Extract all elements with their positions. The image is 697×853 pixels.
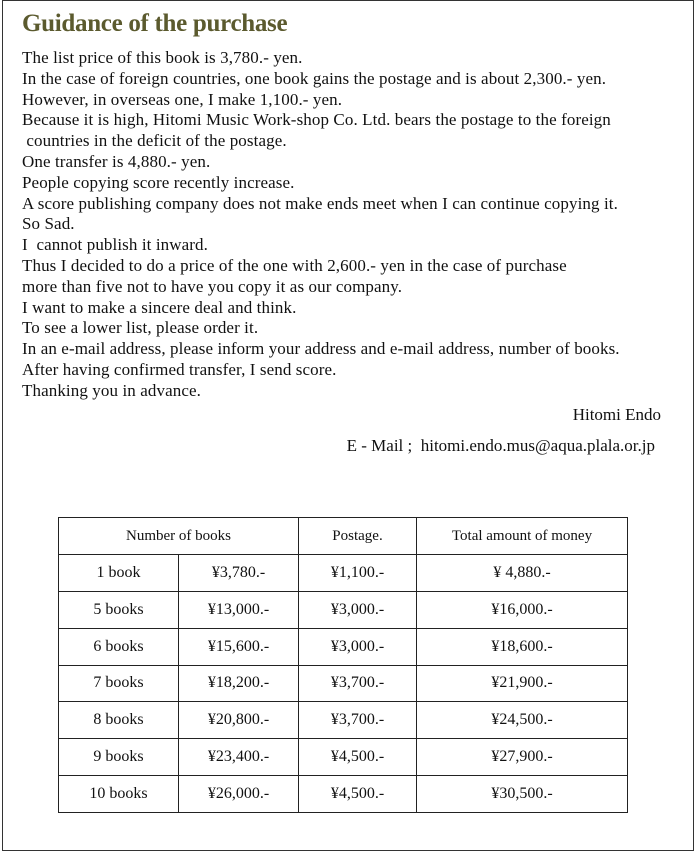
cell-price: ¥26,000.-: [179, 776, 299, 813]
cell-price: ¥18,200.-: [179, 665, 299, 702]
body-line: However, in overseas one, I make 1,100.- yen.: [22, 89, 343, 109]
body-line: I cannot publish it inward.: [22, 235, 208, 255]
body-line: So Sad.: [22, 214, 75, 234]
body-line: more than five not to have you copy it as our company.: [22, 276, 403, 296]
cell-postage: ¥3,700.-: [299, 665, 417, 702]
cell-total: ¥24,500.-: [417, 702, 628, 739]
cell-price: ¥15,600.-: [179, 628, 299, 665]
body-line: countries in the deficit of the postage.: [22, 131, 287, 151]
cell-price: ¥20,800.-: [179, 702, 299, 739]
cell-total: ¥27,900.-: [417, 739, 628, 776]
cell-postage: ¥1,100.-: [299, 555, 417, 592]
body-line: To see a lower list, please order it.: [22, 318, 259, 338]
body-text: [22, 48, 682, 402]
cell-total: ¥ 4,880.-: [417, 555, 628, 592]
cell-books: 7 books: [59, 665, 179, 702]
header-postage: Postage.: [299, 518, 417, 555]
table-row: [59, 555, 628, 592]
signature: Hitomi Endo: [572, 405, 661, 424]
table-row: [59, 628, 628, 665]
table-row: [59, 702, 628, 739]
cell-books: 8 books: [59, 702, 179, 739]
body-line: People copying score recently increase.: [22, 172, 295, 192]
cell-postage: ¥4,500.-: [299, 776, 417, 813]
body-line: I want to make a sincere deal and think.: [22, 297, 297, 317]
table-row: [59, 591, 628, 628]
cell-postage: ¥3,000.-: [299, 628, 417, 665]
body-line: In an e-mail address, please inform your address and e-mail address, number of books.: [22, 339, 620, 359]
cell-books: 1 book: [59, 555, 179, 592]
body-line: Thanking you in advance.: [22, 380, 201, 400]
body-line: Because it is high, Hitomi Music Work-shop Co. Ltd. bears the postage to the foreign: [22, 110, 611, 130]
cell-total: ¥18,600.-: [417, 628, 628, 665]
table-row: [59, 739, 628, 776]
price-table: [58, 517, 628, 813]
page-title: Guidance of the purchase: [22, 10, 288, 37]
table-header-row: [59, 518, 628, 555]
cell-books: 6 books: [59, 628, 179, 665]
cell-books: 5 books: [59, 591, 179, 628]
cell-total: ¥30,500.-: [417, 776, 628, 813]
body-line: The list price of this book is 3,780.- yen.: [22, 48, 303, 67]
email-contact: E - Mail ; hitomi.endo.mus@aqua.plala.or.jp: [346, 436, 655, 455]
cell-books: 9 books: [59, 739, 179, 776]
cell-total: ¥16,000.-: [417, 591, 628, 628]
body-line: A score publishing company does not make ends meet when I can continue copying it.: [22, 193, 618, 213]
table-row: [59, 776, 628, 813]
body-line: In the case of foreign countries, one book gains the postage and is about 2,300.- yen.: [22, 68, 607, 88]
cell-postage: ¥3,700.-: [299, 702, 417, 739]
cell-price: ¥23,400.-: [179, 739, 299, 776]
body-line: After having confirmed transfer, I send score.: [22, 359, 337, 379]
body-line: Thus I decided to do a price of the one with 2,600.- yen in the case of purchase: [22, 255, 567, 275]
cell-postage: ¥4,500.-: [299, 739, 417, 776]
header-total-amount: Total amount of money: [417, 518, 628, 555]
cell-books: 10 books: [59, 776, 179, 813]
header-number-of-books: Number of books: [59, 518, 299, 555]
table-row: [59, 665, 628, 702]
cell-price: ¥3,780.-: [179, 555, 299, 592]
cell-postage: ¥3,000.-: [299, 591, 417, 628]
cell-total: ¥21,900.-: [417, 665, 628, 702]
body-line: One transfer is 4,880.- yen.: [22, 151, 211, 171]
cell-price: ¥13,000.-: [179, 591, 299, 628]
